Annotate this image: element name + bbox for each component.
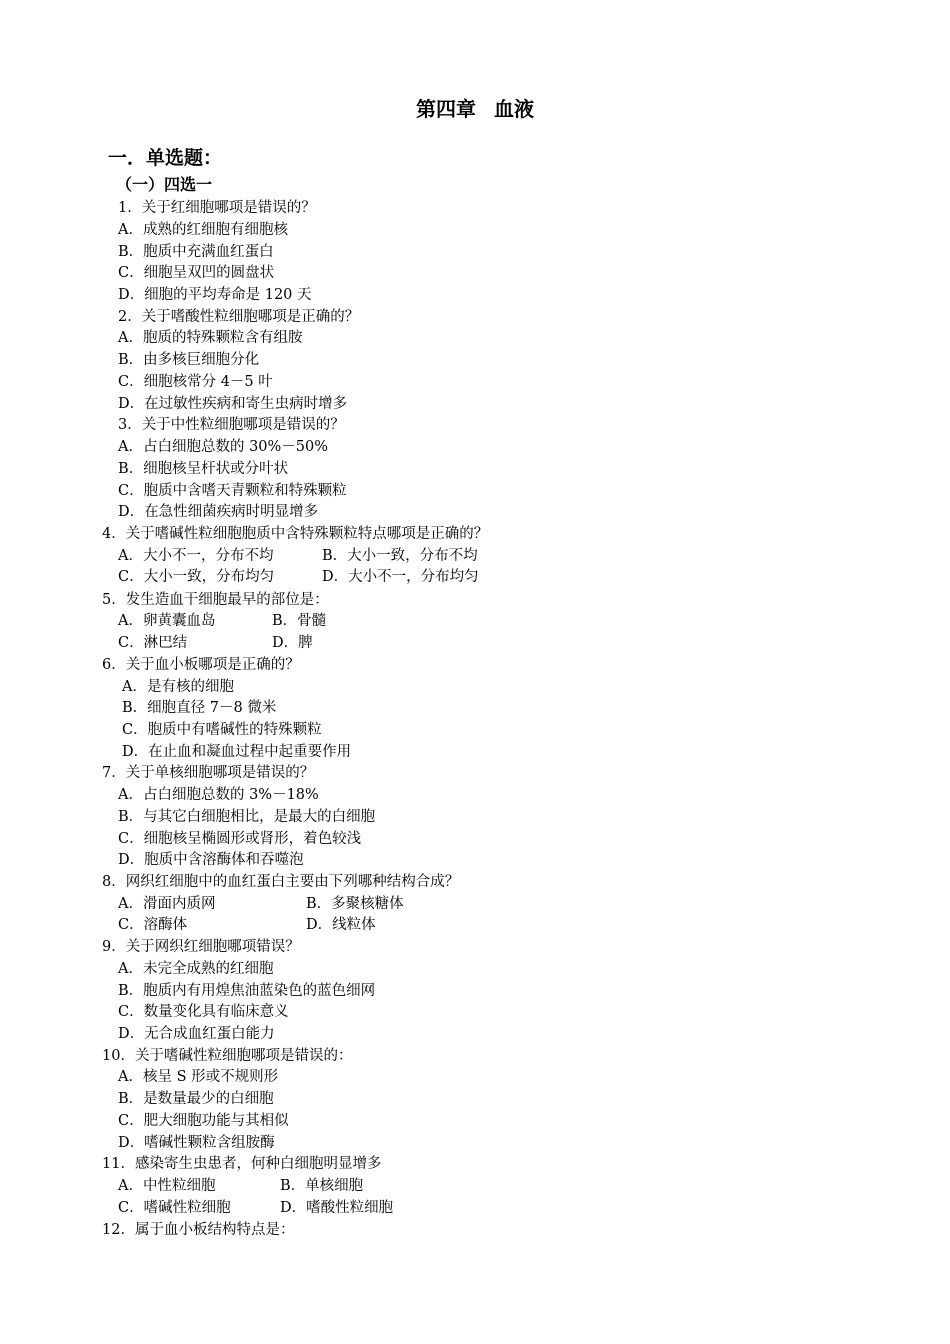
option-4b: B．大小一致，分布不均 <box>322 548 478 564</box>
option-11a: A．中性粒细胞 <box>118 1178 216 1194</box>
option-2b: B．由多核巨细胞分化 <box>118 352 260 368</box>
option-7a: A．占白细胞总数的 3%－18% <box>118 787 319 803</box>
option-11b: B．单核细胞 <box>280 1178 364 1194</box>
question-8: 8．网织红细胞中的血红蛋白主要由下列哪种结构合成？ <box>102 874 460 890</box>
option-4a: A．大小不一，分布不均 <box>118 548 274 564</box>
option-8b: B．多聚核糖体 <box>306 896 404 912</box>
option-5a: A．卵黄囊血岛 <box>118 613 216 629</box>
question-4: 4．关于嗜碱性粒细胞胞质中含特殊颗粒特点哪项是正确的？ <box>102 526 489 542</box>
option-8d: D．线粒体 <box>306 917 376 933</box>
question-9: 9．关于网织红细胞哪项错误？ <box>102 939 300 955</box>
option-6b: B．细胞直径 7－8 微米 <box>122 700 277 716</box>
question-3: 3．关于中性粒细胞哪项是错误的？ <box>118 417 345 433</box>
option-4c: C．大小一致，分布均匀 <box>118 569 275 585</box>
option-1a: A．成熟的红细胞有细胞核 <box>118 222 288 238</box>
question-6: 6．关于血小板哪项是正确的？ <box>102 657 300 673</box>
option-6a: A．是有核的细胞 <box>122 679 234 695</box>
option-7d: D．胞质中含溶酶体和吞噬泡 <box>118 852 304 868</box>
option-2c: C．细胞核常分 4－5 叶 <box>118 374 273 390</box>
question-7: 7．关于单核细胞哪项是错误的？ <box>102 765 315 781</box>
option-3c: C．胞质中含嗜天青颗粒和特殊颗粒 <box>118 483 347 499</box>
option-3b: B．细胞核呈杆状或分叶状 <box>118 461 289 477</box>
option-6d: D．在止血和凝血过程中起重要作用 <box>122 744 352 760</box>
question-2: 2．关于嗜酸性粒细胞哪项是正确的？ <box>118 309 360 325</box>
option-2d: D．在过敏性疾病和寄生虫病时增多 <box>118 396 348 412</box>
option-7b: B．与其它白细胞相比，是最大的白细胞 <box>118 809 376 825</box>
option-10d: D．嗜碱性颗粒含组胺酶 <box>118 1135 275 1151</box>
question-5: 5．发生造血干细胞最早的部位是： <box>102 592 329 608</box>
option-1c: C．细胞呈双凹的圆盘状 <box>118 265 275 281</box>
section-heading: 一．单选题： <box>108 147 223 169</box>
option-9c: C．数量变化具有临床意义 <box>118 1004 289 1020</box>
page-title <box>0 93 950 122</box>
option-8c: C．溶酶体 <box>118 917 188 933</box>
option-8a: A．滑面内质网 <box>118 896 216 912</box>
option-3a: A．占白细胞总数的 30%－50% <box>118 439 329 455</box>
option-11c: C．嗜碱性粒细胞 <box>118 1200 231 1216</box>
chapter-number: 第四章 <box>416 97 476 121</box>
question-10: 10．关于嗜碱性粒细胞哪项是错误的： <box>102 1048 353 1064</box>
option-5b: B．骨髓 <box>272 613 327 629</box>
option-2a: A．胞质的特殊颗粒含有组胺 <box>118 330 303 346</box>
chapter-title: 血液 <box>494 97 534 121</box>
option-10b: B．是数量最少的白细胞 <box>118 1091 274 1107</box>
option-6c: C．胞质中有嗜碱性的特殊颗粒 <box>122 722 322 738</box>
question-1: 1．关于红细胞哪项是错误的？ <box>118 200 316 216</box>
option-9d: D．无合成血红蛋白能力 <box>118 1026 275 1042</box>
option-1b: B．胞质中充满血红蛋白 <box>118 244 274 260</box>
option-9a: A．未完全成熟的红细胞 <box>118 961 274 977</box>
option-5d: D．脾 <box>272 635 313 651</box>
option-5c: C．淋巴结 <box>118 635 188 651</box>
option-1d: D．细胞的平均寿命是 120 天 <box>118 287 312 303</box>
question-12: 12．属于血小板结构特点是： <box>102 1222 295 1238</box>
option-9b: B．胞质内有用煌焦油蓝染色的蓝色细网 <box>118 983 376 999</box>
option-3d: D．在急性细菌疾病时明显增多 <box>118 504 319 520</box>
option-10c: C．肥大细胞功能与其相似 <box>118 1113 289 1129</box>
option-4d: D．大小不一，分布均匀 <box>322 569 479 585</box>
option-10a: A．核呈 S 形或不规则形 <box>118 1069 279 1085</box>
option-11d: D．嗜酸性粒细胞 <box>280 1200 394 1216</box>
question-11: 11．感染寄生虫患者，何种白细胞明显增多 <box>102 1156 382 1172</box>
option-7c: C．细胞核呈椭圆形或肾形，着色较浅 <box>118 831 362 847</box>
subsection-heading: （一）四选一 <box>116 175 213 194</box>
